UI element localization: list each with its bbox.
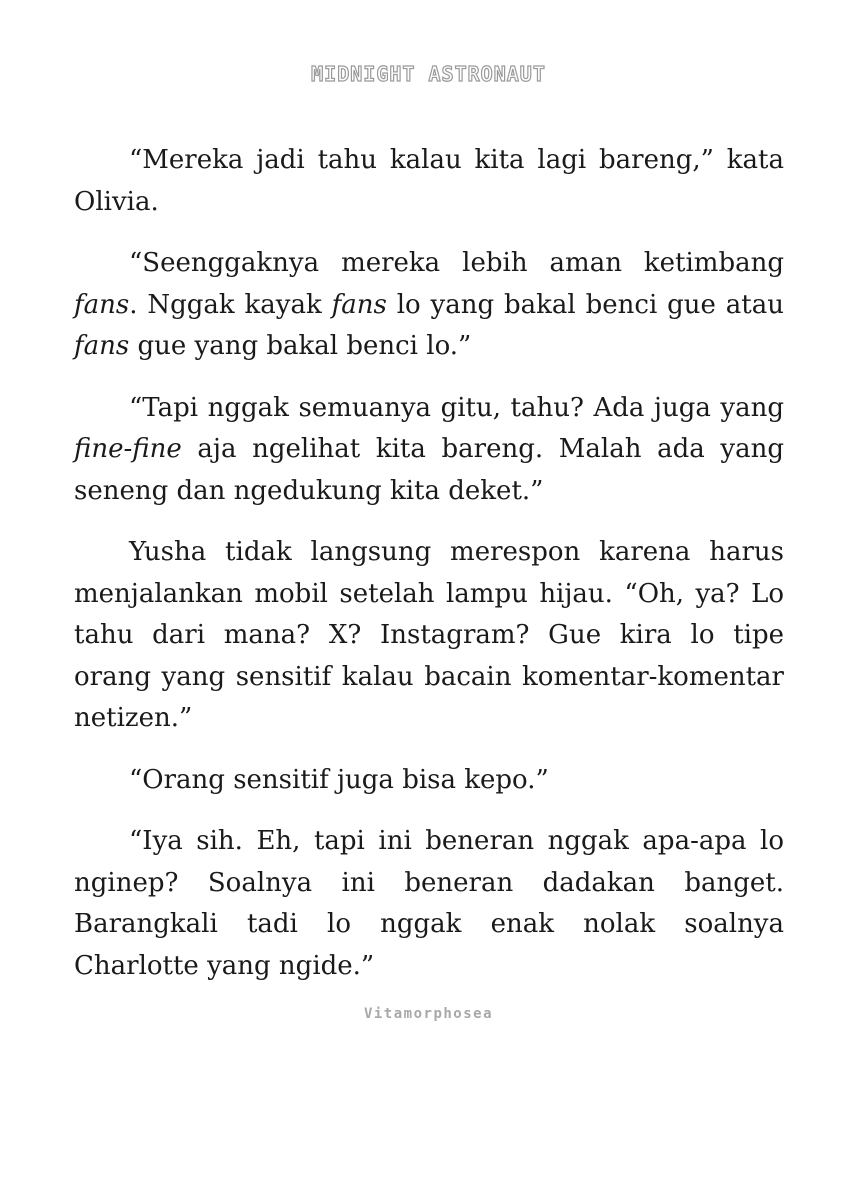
text-run: “Mereka jadi tahu kalau kita lagi bareng,” kata Olivia. — [74, 145, 784, 217]
paragraph — [74, 388, 784, 513]
paragraph — [74, 821, 784, 987]
running-header-title: MIDNIGHT ASTRONAUT — [311, 62, 546, 86]
text-run: “Seenggaknya mereka lebih aman ketimbang — [129, 248, 784, 278]
paragraph — [74, 532, 784, 740]
text-run: . Nggak kayak — [129, 289, 332, 320]
italic-text: fans — [74, 289, 130, 320]
footer-author: Vitamorphosea — [363, 1006, 494, 1022]
text-run: “Tapi nggak semuanya gitu, tahu? Ada juga yang — [129, 392, 784, 423]
italic-text: fans — [331, 289, 387, 320]
text-run: aja ngelihat kita bareng. Malah ada yang seneng dan ngedukung kita deket.” — [74, 434, 784, 506]
paragraph — [74, 760, 784, 802]
paragraph — [74, 243, 784, 368]
italic-text: fans — [74, 331, 130, 361]
paragraph — [74, 140, 784, 223]
text-run: “Orang sensitif juga bisa kepo.” — [129, 764, 549, 795]
text-run: Yusha tidak langsung merespon karena harus menjalankan mobil setelah lampu hijau. “Oh, ya? Lo tahu dari mana? X? Instagram? Gue kira lo tipe orang yang sensitif kalau bacain komentar-komentar netizen.” — [74, 537, 784, 733]
story-body — [74, 140, 784, 1007]
text-run: gue yang bakal benci lo.” — [129, 331, 472, 361]
text-run: lo yang bakal benci gue atau — [386, 289, 784, 320]
italic-text: fine-fine — [74, 434, 182, 464]
text-run: “Iya sih. Eh, tapi ini beneran nggak apa-apa lo nginep? Soalnya ini beneran dadakan banget. Barangkali tadi lo nggak enak nolak soalnya Charlotte yang ngide.” — [74, 826, 784, 981]
